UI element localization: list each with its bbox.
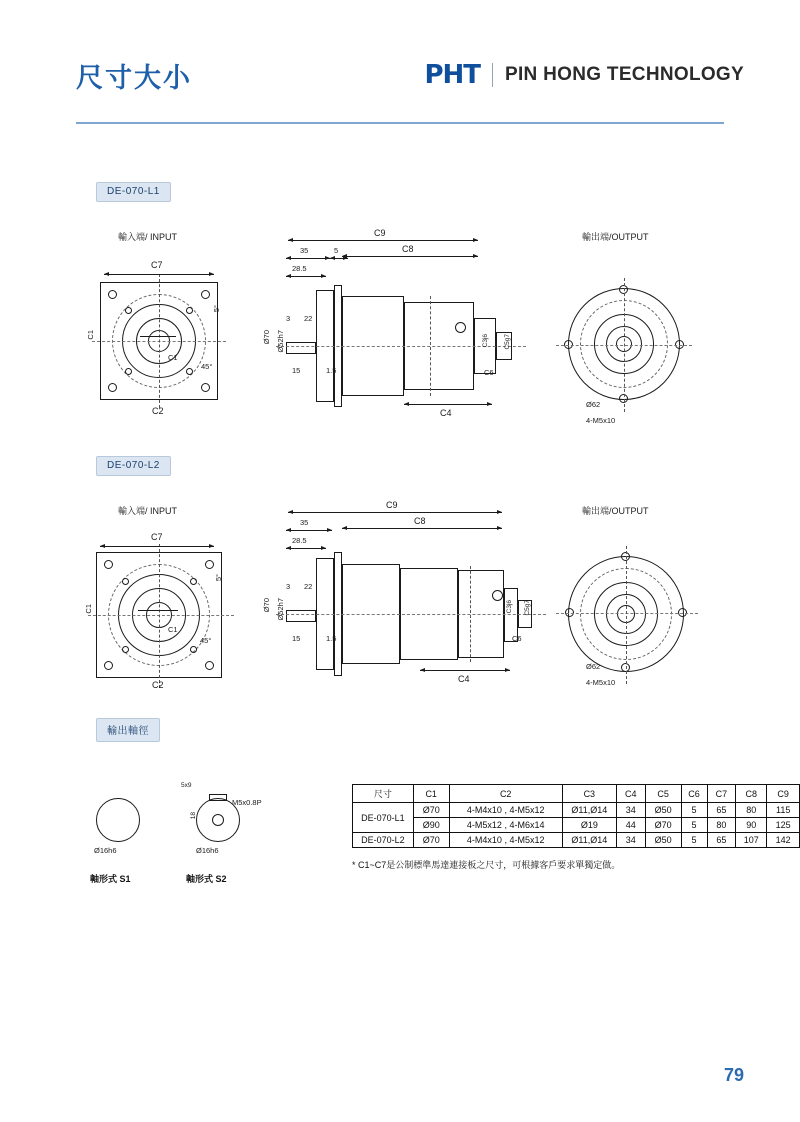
table-header-row: [353, 785, 800, 803]
l1-label-c5: C5g7: [504, 334, 511, 350]
l2-input-bolt-hole: [205, 661, 214, 670]
l2-label-d52: Ø52h7: [276, 598, 285, 621]
l1-label-c6: C6: [484, 368, 494, 377]
input-label-l2: 輸入端/ INPUT: [118, 506, 178, 516]
l1-label-3: 3: [286, 314, 291, 323]
l1-label-5deg: 5°: [212, 305, 221, 313]
row-0-c3: Ø11,Ø14: [562, 803, 616, 818]
l2-label-5deg: 5°: [214, 574, 223, 582]
l2-label-1p5: 1.5: [326, 634, 337, 643]
l2-section-hole: [492, 590, 503, 601]
l2-dim-c8: [342, 528, 502, 529]
l1-label-c1-vert: C1: [86, 330, 95, 340]
brand-block: [424, 60, 744, 90]
l2-dim-c4: [420, 670, 510, 671]
row-0-c9: 115: [767, 803, 800, 818]
shaft-s2-thread-hole: [212, 814, 224, 826]
row-1-c2: 4-M5x12 , 4-M6x14: [449, 818, 562, 833]
section-tag-l1: DE-070-L1: [96, 182, 171, 202]
row-1-c6: 5: [681, 818, 707, 833]
row-0-c5: Ø50: [645, 803, 681, 818]
row-0-c7: 65: [707, 803, 736, 818]
l2-label-22: 22: [304, 582, 313, 591]
row-2-c6: 5: [681, 833, 707, 848]
l1-label-c8: C8: [402, 244, 414, 254]
section-tag-shaft: 輸出軸徑: [96, 718, 160, 742]
l1-input-centerline-v: [159, 274, 160, 408]
row-2-c3: Ø11,Ø14: [562, 833, 616, 848]
row-0-c6: 5: [681, 803, 707, 818]
shaft-s2-caption: 軸形式 S2: [186, 874, 227, 884]
page-number: 79: [723, 1065, 744, 1085]
l2-label-c5: C5g7: [524, 600, 531, 616]
l1-label-c7: C7: [151, 260, 163, 270]
row-0-c8: 80: [736, 803, 767, 818]
row-0-c2: 4-M4x10 , 4-M5x12: [449, 803, 562, 818]
th-1: C1: [413, 785, 449, 803]
l1-dim-35: [286, 258, 330, 259]
l2-label-3: 3: [286, 582, 291, 591]
l2-dim-c7: [100, 546, 214, 547]
l2-input-centerline-h: [88, 615, 234, 616]
shaft-s2-thread-label: M5x0.8P: [232, 798, 262, 807]
l2-label-d62: Ø62: [586, 662, 601, 671]
l2-dim-35: [286, 530, 332, 531]
l2-output-centerline-h: [556, 613, 698, 614]
company-name: PIN HONG TECHNOLOGY: [505, 64, 744, 85]
l2-label-bolt: 4-M5x10: [586, 678, 616, 687]
l2-label-c7: C7: [151, 532, 163, 542]
l1-input-small-hole: [186, 368, 193, 375]
l1-section-centerline-v: [430, 296, 431, 396]
brand-divider: [492, 63, 493, 87]
th-9: C9: [767, 785, 800, 803]
th-8: C8: [736, 785, 767, 803]
l2-input-small-hole: [122, 578, 129, 585]
pht-logo: PHT: [424, 60, 480, 90]
l1-input-bolt-hole: [108, 290, 117, 299]
l2-label-c1-vert: C1: [84, 604, 93, 614]
shaft-s2-key-label: 5x9: [181, 782, 192, 789]
l1-input-small-hole: [186, 307, 193, 314]
row-1-c4: 44: [616, 818, 645, 833]
l1-dim-c4: [404, 404, 492, 405]
l1-label-45deg: 45°: [201, 362, 213, 371]
l1-label-15: 15: [292, 366, 301, 375]
row-0-c4: 34: [616, 803, 645, 818]
l2-dim-c9: [288, 512, 502, 513]
row-2-c5: Ø50: [645, 833, 681, 848]
l1-input-bolt-hole: [201, 290, 210, 299]
row-0-c1: Ø70: [413, 803, 449, 818]
l2-label-c4: C4: [458, 674, 470, 684]
l1-input-shaft: [286, 342, 316, 354]
dimension-table: [352, 784, 800, 848]
th-5: C5: [645, 785, 681, 803]
l2-label-35: 35: [300, 518, 309, 527]
l1-input-small-hole: [125, 368, 132, 375]
l1-input-small-hole: [125, 307, 132, 314]
l2-output-centerline-v: [626, 546, 627, 684]
l2-label-15: 15: [292, 634, 301, 643]
row-1-c5: Ø70: [645, 818, 681, 833]
l2-label-c8: C8: [414, 516, 426, 526]
l1-label-285: 28.5: [292, 264, 307, 273]
l2-input-slot-line: [138, 610, 178, 611]
l2-input-bolt-hole: [104, 560, 113, 569]
l2-input-centerline-v: [159, 544, 160, 688]
l2-input-small-hole: [122, 646, 129, 653]
l2-input-small-hole: [190, 578, 197, 585]
l2-input-bolt-hole: [104, 661, 113, 670]
shaft-s2-height-label: 18: [190, 812, 197, 820]
th-7: C7: [707, 785, 736, 803]
table-note: * C1~C7是公制標準馬達連接板之尺寸，可根據客戶要求單獨定做。: [352, 860, 621, 870]
l1-label-22: 22: [304, 314, 313, 323]
l1-label-35: 35: [300, 246, 309, 255]
row-1-c7: 80: [707, 818, 736, 833]
l2-label-c9: C9: [386, 500, 398, 510]
row-2-c8: 107: [736, 833, 767, 848]
l1-label-c3: C3j6: [482, 334, 489, 348]
l1-label-d62: Ø62: [586, 400, 601, 409]
header-rule: [76, 122, 724, 124]
l1-input-bolt-hole: [108, 383, 117, 392]
l1-label-bolt: 4-M5x10: [586, 416, 616, 425]
section-tag-l2: DE-070-L2: [96, 456, 171, 476]
row-0-model: DE-070-L1: [353, 803, 414, 833]
l1-label-d52: Ø52h7: [276, 330, 285, 353]
row-2-c2: 4-M4x10 , 4-M5x12: [449, 833, 562, 848]
l2-section-centerline: [276, 614, 546, 615]
table-row: [353, 818, 800, 833]
shaft-s2-dia: Ø16h6: [196, 846, 219, 855]
shaft-s1-circle: [96, 798, 140, 842]
row-1-c9: 125: [767, 818, 800, 833]
l2-section-centerline-v: [470, 566, 471, 662]
row-1-c1: Ø90: [413, 818, 449, 833]
l2-label-d70: Ø70: [262, 598, 271, 613]
page-title: 尺寸大小: [76, 63, 192, 93]
input-label-l1: 輸入端/ INPUT: [118, 232, 178, 242]
row-2-c7: 65: [707, 833, 736, 848]
l1-output-centerline-v: [624, 278, 625, 412]
output-label-l1: 輸出端/OUTPUT: [582, 232, 649, 242]
l2-label-c1: C1: [168, 625, 178, 634]
l1-label-c2: C2: [152, 406, 164, 416]
l1-label-c4: C4: [440, 408, 452, 418]
l1-dim-285: [286, 276, 326, 277]
l2-input-shaft: [286, 610, 316, 622]
l1-label-1p5: 1.5: [326, 366, 337, 375]
l1-label-c9: C9: [374, 228, 386, 238]
l1-label-c1: C1: [168, 353, 178, 362]
l1-label-5: 5: [334, 246, 339, 255]
th-3: C3: [562, 785, 616, 803]
l1-dim-c8: [342, 256, 478, 257]
l2-input-small-hole: [190, 646, 197, 653]
shaft-s2-keyway: [209, 794, 227, 801]
table-row: [353, 803, 800, 818]
table-row: [353, 833, 800, 848]
row-2-c1: Ø70: [413, 833, 449, 848]
l1-input-slot-line: [140, 336, 176, 337]
row-1-c3: Ø19: [562, 818, 616, 833]
th-6: C6: [681, 785, 707, 803]
l1-dim-c7: [104, 274, 214, 275]
th-2: C2: [449, 785, 562, 803]
l2-label-285: 28.5: [292, 536, 307, 545]
l1-input-bolt-hole: [201, 383, 210, 392]
l1-section-hole: [455, 322, 466, 333]
shaft-s1-caption: 軸形式 S1: [90, 874, 131, 884]
output-label-l2: 輸出端/OUTPUT: [582, 506, 649, 516]
row-2-c9: 142: [767, 833, 800, 848]
l1-label-d70: Ø70: [262, 330, 271, 345]
row-1-c8: 90: [736, 818, 767, 833]
l2-label-c3: C3j6: [506, 600, 513, 614]
th-4: C4: [616, 785, 645, 803]
l1-dim-c9: [288, 240, 478, 241]
l2-dim-285: [286, 548, 326, 549]
shaft-s1-dia: Ø16h6: [94, 846, 117, 855]
th-0: 尺寸: [353, 785, 414, 803]
l2-label-c6: C6: [512, 634, 522, 643]
row-2-model: DE-070-L2: [353, 833, 414, 848]
l2-label-45deg: 45°: [200, 636, 212, 645]
l2-input-bolt-hole: [205, 560, 214, 569]
l2-label-c2: C2: [152, 680, 164, 690]
row-2-c4: 34: [616, 833, 645, 848]
l1-dim-5: [330, 258, 348, 259]
